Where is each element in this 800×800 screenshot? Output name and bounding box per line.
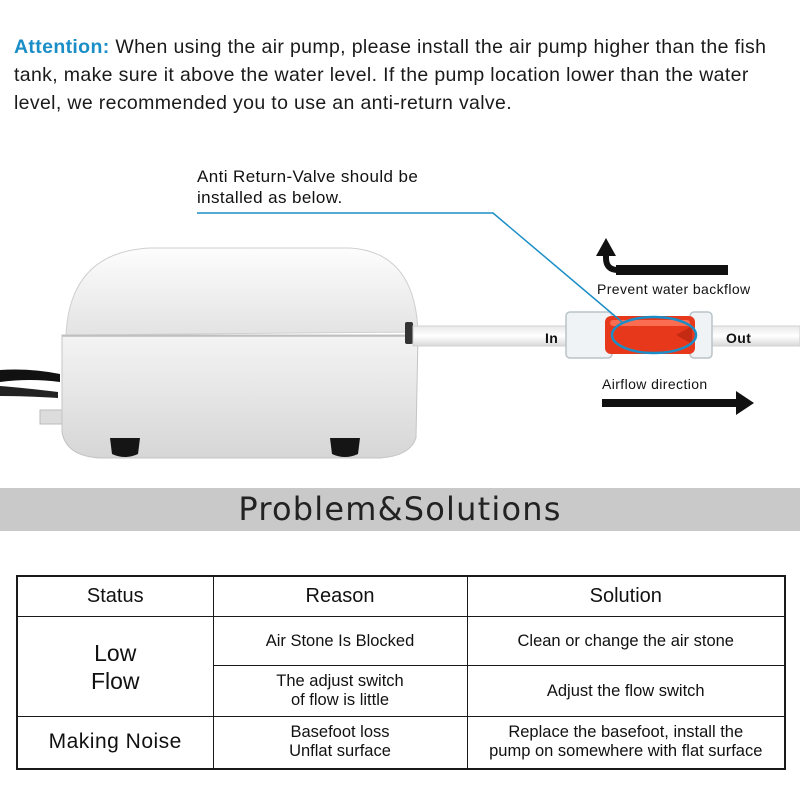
- reason-cell: [213, 666, 467, 717]
- pump-outlet: [405, 322, 413, 344]
- table-header-row: [17, 576, 785, 617]
- valve-note-line1: Anti Return-Valve should be: [197, 167, 419, 186]
- reason-text: Air Stone Is Blocked: [265, 631, 415, 650]
- airline-tube-out: [708, 326, 800, 346]
- pump-foot-right: [330, 438, 360, 457]
- backflow-arrow-icon: [596, 238, 728, 275]
- power-cable: [0, 370, 60, 383]
- airflow-arrow-icon: [602, 391, 754, 415]
- banner-title: Problem&Solutions: [238, 490, 562, 528]
- table-row: [17, 717, 785, 769]
- pump-valve-diagram: [0, 160, 800, 480]
- table-row: [17, 617, 785, 666]
- header-solution: Solution: [467, 576, 785, 617]
- header-reason: Reason: [213, 576, 467, 617]
- reason-text-line1: The adjust switch: [276, 672, 404, 690]
- attention-text: When using the air pump, please install the air pump higher than the fish tank, make sure it above the water level. If the pump location lower than the water level, we recommended you to use an anti-return valve.: [14, 36, 767, 114]
- airflow-label: Airflow direction: [602, 376, 708, 392]
- reason-cell: [213, 717, 467, 769]
- status-low-line2: Flow: [90, 667, 140, 694]
- out-label: Out: [726, 330, 752, 346]
- power-cable-2: [0, 386, 58, 398]
- solution-cell: [467, 666, 785, 717]
- valve-note: [197, 166, 418, 208]
- solution-cell: [467, 617, 785, 666]
- status-making-noise: Making Noise: [17, 717, 213, 769]
- reason-cell: [213, 617, 467, 666]
- pump-illustration: [0, 160, 800, 480]
- in-label: In: [545, 330, 559, 346]
- valve-note-line2: installed as below.: [197, 188, 343, 207]
- attention-label: Attention:: [14, 36, 110, 58]
- backflow-label: Prevent water backflow: [597, 281, 751, 297]
- problem-solution-table: [16, 575, 786, 770]
- solution-text: Adjust the flow switch: [546, 681, 705, 700]
- pump-top: [66, 248, 418, 335]
- header-status: Status: [17, 576, 213, 617]
- status-low-line1: Low: [94, 639, 137, 666]
- reason-text-line2: of flow is little: [290, 691, 390, 709]
- reason-text-line2: Unflat surface: [289, 742, 391, 761]
- attention-paragraph: [14, 33, 790, 117]
- section-banner: [0, 488, 800, 531]
- solution-text-line2: pump on somewhere with flat surface: [489, 742, 763, 761]
- reason-text-line1: Basefoot loss: [290, 723, 390, 742]
- solution-text: Clean or change the air stone: [517, 631, 734, 650]
- solution-text-line1: Replace the basefoot, install the: [508, 723, 744, 742]
- solution-cell: [467, 717, 785, 769]
- status-low-flow: [17, 617, 213, 717]
- pump-foot-left: [110, 438, 140, 457]
